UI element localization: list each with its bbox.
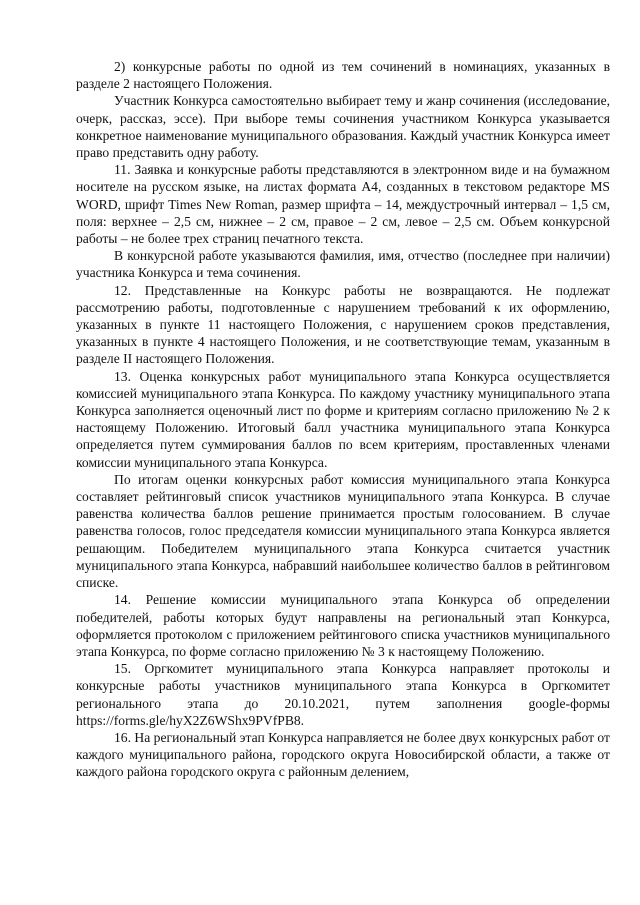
- paragraph-item-13: 13. Оценка конкурсных работ муниципального этапа Конкурса осуществляется комиссией муниципального этапа Конкурса. По каждому участнику муниципального этапа Конкурса заполняется оценочный лист по форме и критериям согласно приложению № 2 к настоящему Положению. Итоговый балл участника муниципального этапа Конкурса определяется путем суммирования баллов по всем критериям, проставленных членами комиссии муниципального этапа Конкурса.: [76, 368, 610, 470]
- paragraph-topic-choice: Участник Конкурса самостоятельно выбирает тему и жанр сочинения (исследование, очерк, рассказ, эссе). При выборе темы сочинения участником Конкурса указывается конкретное наименование муниципального образования. Каждый участник Конкурса имеет право представить одну работу.: [76, 93, 610, 161]
- paragraph-item-12: 12. Представленные на Конкурс работы не возвращаются. Не подлежат рассмотрению работы, подготовленные с нарушением требований к их оформлению, указанных в пункте 11 настоящего Положения, с нарушением сроков представления, указанных в пункте 4 настоящего Положения, и не соответствующие темам, указанным в разделе II настоящего Положения.: [76, 282, 610, 367]
- document-body: [76, 58, 610, 781]
- paragraph-item-14: 14. Решение комиссии муниципального этапа Конкурса об определении победителей, работы которых будут направлены на региональный этап Конкурса, оформляется протоколом с приложением рейтингового списка участников муниципального этапа Конкурса, по форме согласно приложению № 3 к настоящему Положению.: [76, 592, 610, 659]
- paragraph-item-11: 11. Заявка и конкурсные работы представляются в электронном виде и на бумажном носителе на русском языке, на листах формата А4, созданных в текстовом редакторе MS WORD, шрифт Times New Roman, размер шрифта – 14, междустрочный интервал – 1,5 см, поля: верхнее – 2,5 см, нижнее – 2 см, правое – 2 см, левое – 2,5 см. Объем конкурсной работы – не более трех страниц печатного текста.: [76, 162, 610, 247]
- paragraph-item-15: 15. Оргкомитет муниципального этапа Конкурса направляет протоколы и конкурсные работы участников муниципального этапа Конкурса в Оргкомитет регионального этапа до 20.10.2021, путем заполнения google-формы https://forms.gle/hyX2Z6WShx9PVfPB8.: [76, 661, 610, 728]
- paragraph-rating-list: По итогам оценки конкурсных работ комиссия муниципального этапа Конкурса составляет рейтинговый список участников муниципального этапа Конкурса. В случае равенства количества баллов решение принимается простым голосованием. В случае равенства голосов, голос председателя комиссии муниципального этапа Конкурса является решающим. Победителем муниципального этапа Конкурса считается участник муниципального этапа Конкурса, набравший наибольшее количество баллов в рейтинговом списке.: [76, 471, 610, 591]
- paragraph-item-16: 16. На региональный этап Конкурса направляется не более двух конкурсных работ от каждого муниципального района, городского округа Новосибирской области, а также от каждого района городского округа с районным делением,: [76, 729, 610, 780]
- paragraph-submission-works: 2) конкурсные работы по одной из тем сочинений в номинациях, указанных в разделе 2 настоящего Положения.: [76, 59, 610, 92]
- paragraph-author-info: В конкурсной работе указываются фамилия, имя, отчество (последнее при наличии) участника Конкурса и тема сочинения.: [76, 248, 610, 281]
